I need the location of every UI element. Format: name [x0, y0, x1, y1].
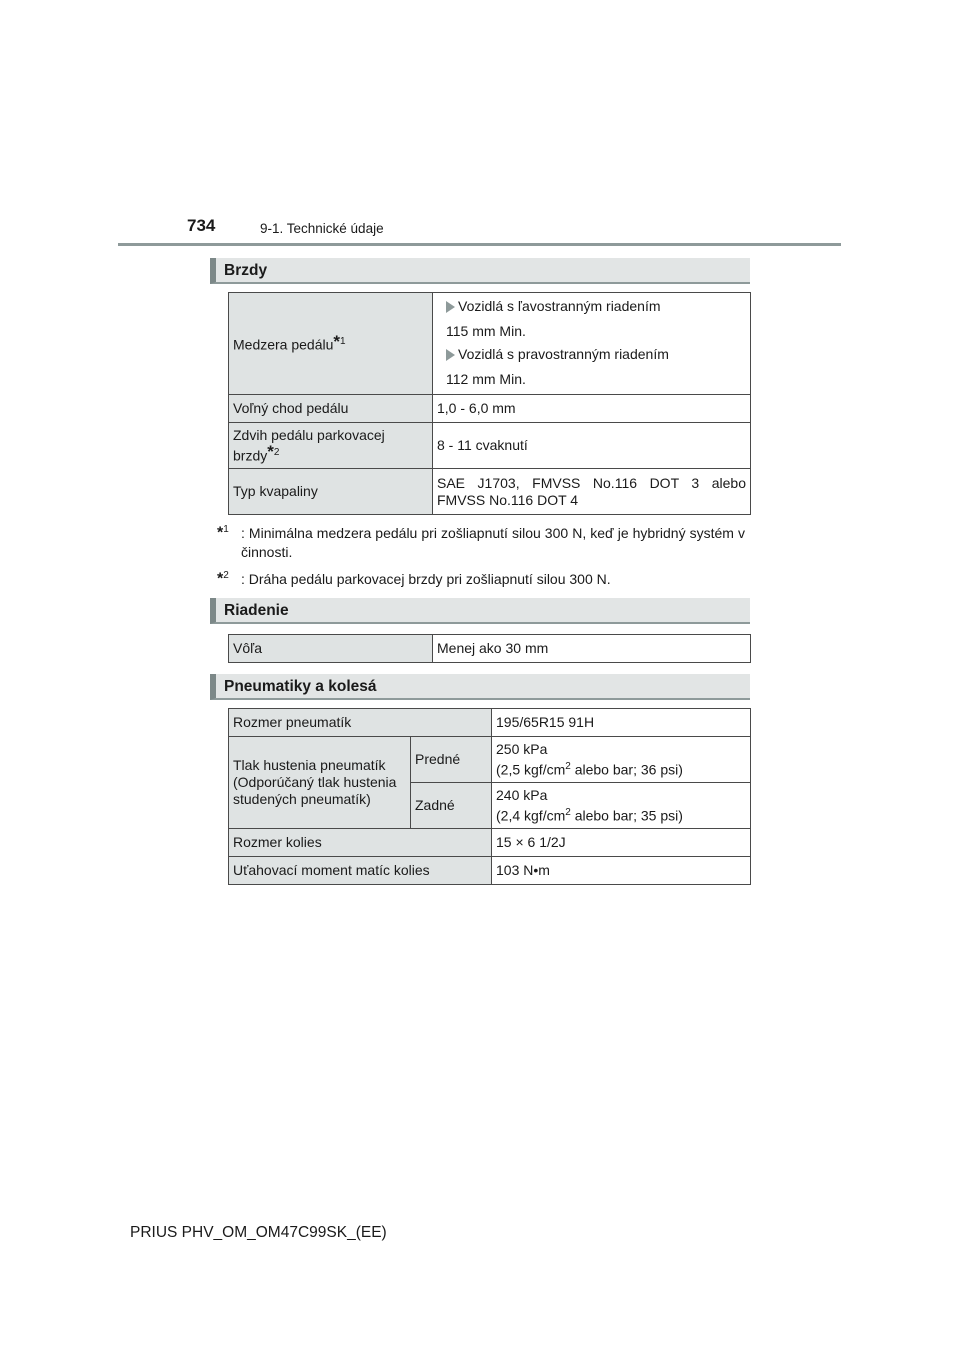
table-row [229, 857, 751, 885]
pedal-clearance-label: Medzera pedálu*$^1$ [229, 293, 433, 395]
front-label: Predné [411, 737, 492, 783]
section-heading-brakes [210, 258, 750, 284]
steering-play-value: Menej ako 30 mm [433, 635, 751, 663]
triangle-bullet-icon [446, 349, 455, 361]
section-title-tires: Pneumatiky a kolesá [224, 678, 377, 695]
front-pressure-value: 250 kPa (2,5 kgf/$cm^2$ alebo bar; 36 psi) [492, 737, 751, 783]
steering-table [228, 634, 751, 663]
footnote-mark: * [333, 331, 341, 351]
footnote-1: *$^1$ : Minimálna medzera pedálu pri zošliapnutí silou 300 N, keď je hybridný systém v činnosti. [217, 524, 745, 560]
steering-play-label: Vôľa [229, 635, 433, 663]
pedal-free-play-label: Voľný chod pedálu [229, 395, 433, 423]
tire-pressure-label: Tlak hustenia pneumatík (Odporúčaný tlak hustenia studených pneumatík) [229, 737, 411, 829]
table-row [229, 423, 751, 469]
pedal-clearance-values [433, 293, 751, 395]
pedal-free-play-value: 1,0 - 6,0 mm [433, 395, 751, 423]
table-row [229, 737, 751, 783]
chapter-title: 9-1. Technické údaje [260, 221, 384, 236]
tire-size-value: 195/65R15 91H [492, 709, 751, 737]
table-row [229, 635, 751, 663]
rear-label: Zadné [411, 783, 492, 829]
fluid-type-label: Typ kvapaliny [229, 469, 433, 515]
table-row [229, 293, 751, 395]
footnote-sup: 1 [340, 336, 346, 348]
wheel-size-value: 15 × 6 1/2J [492, 829, 751, 857]
header-divider [118, 243, 841, 246]
variant-lhd: Vozidlá s ľavostranným riadením [437, 298, 746, 315]
section-title-brakes: Brzdy [224, 262, 268, 279]
table-row [229, 829, 751, 857]
variant-rhd-value: 112 mm Min. [446, 371, 526, 387]
section-title-steering: Riadenie [224, 602, 289, 619]
footnote-mark: * [267, 442, 274, 462]
variant-rhd: Vozidlá s pravostranným riadením [437, 346, 746, 363]
parking-brake-travel-label: Zdvih pedálu parkovacej brzdy*$^2$ [229, 423, 433, 469]
parking-brake-travel-value: 8 - 11 cvaknutí [433, 423, 751, 469]
triangle-bullet-icon [446, 301, 455, 313]
table-row [229, 709, 751, 737]
rear-pressure-value: 240 kPa (2,4 kgf/$cm^2$ alebo bar; 35 psi) [492, 783, 751, 829]
table-row [229, 395, 751, 423]
table-row [229, 469, 751, 515]
footnote-2: *$^2$ : Dráha pedálu parkovacej brzdy pri zošliapnutí silou 300 N. [217, 570, 611, 588]
document-footer: PRIUS PHV_OM_OM47C99SK_(EE) [130, 1224, 387, 1241]
wheel-size-label: Rozmer kolies [229, 829, 492, 857]
section-heading-steering [210, 598, 750, 624]
fluid-type-value: SAE J1703, FMVSS No.116 DOT 3 alebo FMVSS No.116 DOT 4 [433, 469, 751, 515]
section-heading-tires [210, 674, 750, 700]
tires-table [228, 708, 751, 885]
nut-torque-value: 103 N•m [492, 857, 751, 885]
nut-torque-label: Uťahovací moment matíc kolies [229, 857, 492, 885]
footnote-sup: 2 [273, 446, 280, 458]
variant-lhd-value: 115 mm Min. [446, 323, 526, 339]
tire-size-label: Rozmer pneumatík [229, 709, 492, 737]
page-number: 734 [187, 216, 216, 235]
brakes-table [228, 292, 751, 515]
